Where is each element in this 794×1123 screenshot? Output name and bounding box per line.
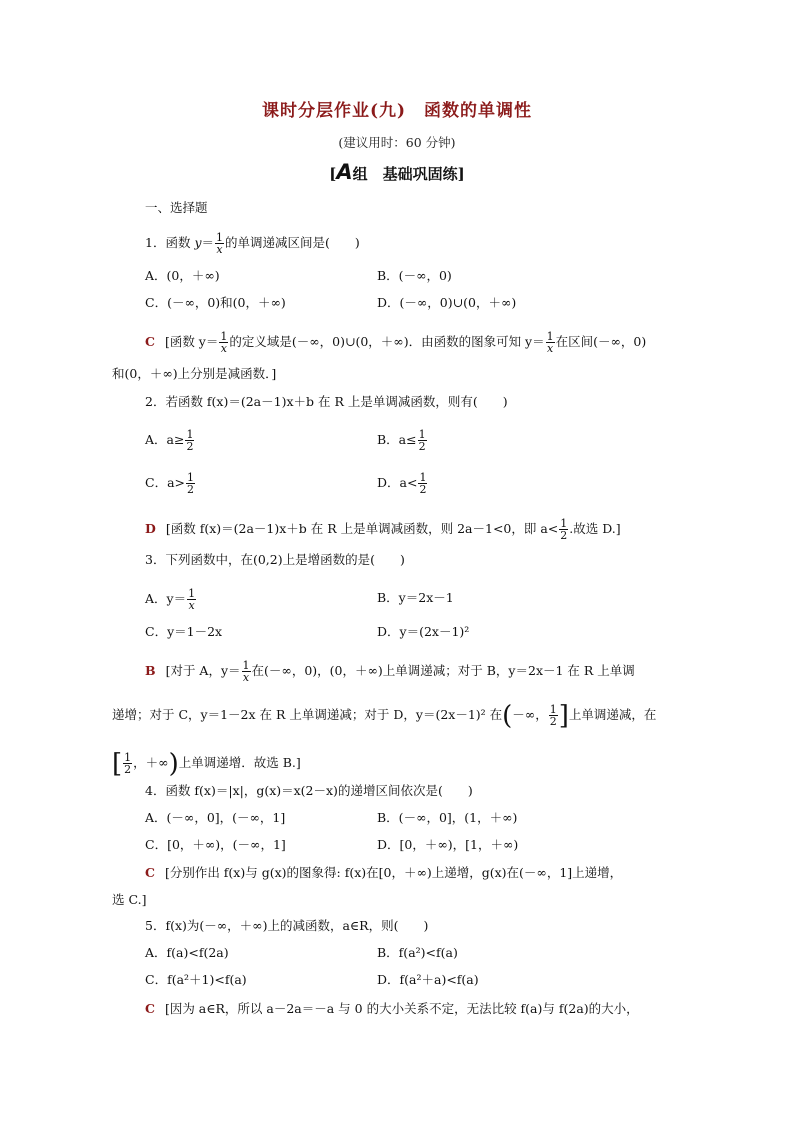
q4-answer: C <box>145 865 155 880</box>
q4-option-d: D．[0，＋∞)，[1，＋∞) <box>377 837 519 852</box>
q2-stem: 2．若函数 f(x)＝(2a－1)x＋b 在 R 上是单调减函数，则有( ) <box>145 394 508 409</box>
q5-option-c: C．f(a²＋1)<f(a) <box>145 972 247 987</box>
q3-option-c: C．y＝1－2x <box>145 624 223 639</box>
q2-answer: D <box>145 521 156 536</box>
q1-option-c: C．(－∞，0)和(0，＋∞) <box>145 295 286 310</box>
q1-option-a: A．(0，＋∞) <box>145 268 220 283</box>
q3-explanation-cont2: [ $\frac{1}{2}$ ，＋∞)上单调递增．故选 B.] <box>112 748 301 779</box>
group-heading <box>0 160 794 184</box>
group-label: 组 基础巩固练 <box>352 165 458 183</box>
q4-explanation: C [分别作出 f(x)与 g(x)的图象得: f(x)在[0，＋∞)上递增，g(x)在(－∞，1]上递增， <box>145 865 623 880</box>
q5-answer: C <box>145 1001 155 1016</box>
q3-answer: B <box>145 663 156 678</box>
q1-answer: C <box>145 334 155 349</box>
q2-option-a: A．a≥ $\frac{1}{2}$ <box>145 428 194 453</box>
page-title: 课时分层作业(九) 函数的单调性 <box>261 101 533 121</box>
q3-stem: 3．下列函数中，在(0,2)上是增函数的是( ) <box>145 552 405 567</box>
group-bracket-close: ] <box>457 165 465 183</box>
q5-explanation: C [因为 a∈R，所以 a－2a＝－a 与 0 的大小关系不定，无法比较 f(a)与 f(2a)的大小， <box>145 1001 639 1016</box>
suggested-time: (建议用时：60 分钟) <box>338 135 456 150</box>
q4-explanation-cont: 选 C.] <box>112 892 147 907</box>
q2-option-c: C．a> $\frac{1}{2}$ <box>145 471 194 496</box>
q5-option-a: A．f(a)<f(2a) <box>145 945 229 960</box>
q1-option-b: B．(－∞，0) <box>377 268 452 283</box>
fraction: $\frac{1}{x}$ <box>216 231 224 256</box>
q5-option-d: D．f(a²＋a)<f(a) <box>377 972 479 987</box>
q3-option-b: B．y＝2x－1 <box>377 590 454 605</box>
q4-option-a: A．(－∞，0]，(－∞，1] <box>145 810 286 825</box>
q1-option-d: D．(－∞，0)∪(0，＋∞) <box>377 295 517 310</box>
q1-explanation-cont: 和(0，＋∞)上分别是减函数．] <box>112 366 277 381</box>
q4-option-b: B．(－∞，0]，(1，＋∞) <box>377 810 518 825</box>
q2-explanation: D [函数 f(x)＝(2a－1)x＋b 在 R 上是单调减函数，则 2a－1<0，即 a< $\frac{1}{2}$ .故选 D.] <box>145 517 621 542</box>
group-bracket-open: [ <box>329 165 337 183</box>
q5-stem: 5．f(x)为(－∞，＋∞)上的减函数，a∈R，则( ) <box>145 918 429 933</box>
q5-option-b: B．f(a²)<f(a) <box>377 945 458 960</box>
q4-option-c: C．[0，＋∞)，(－∞，1] <box>145 837 286 852</box>
q1-stem: 1．函数 y＝ $\frac{1}{x}$ 的单调递减区间是( ) <box>145 231 360 256</box>
q3-explanation-cont: 递增；对于 C，y＝1－2x 在 R 上单调递减；对于 D，y＝(2x－1)² 在(－∞， $\frac{1}{2}$ ]上单调递减，在 <box>112 700 657 731</box>
q2-option-d: D．a< $\frac{1}{2}$ <box>377 471 427 496</box>
q3-explanation: B [对于 A，y＝ $\frac{1}{x}$ 在(－∞，0)，(0，＋∞)上单调递减；对于 B，y＝2x－1 在 R 上单调 <box>145 659 635 684</box>
q3-option-d: D．y＝(2x－1)² <box>377 624 470 639</box>
q3-option-a: A．y＝ $\frac{1}{x}$ <box>145 587 196 612</box>
q4-stem: 4．函数 f(x)＝|x|，g(x)＝x(2－x)的递增区间依次是( ) <box>145 783 473 798</box>
q1-explanation: C [函数 y＝ $\frac{1}{x}$ 的定义域是(－∞，0)∪(0，＋∞)．由函数的图象可知 y＝ $\frac{1}{x}$ 在区间(－∞，0) <box>145 330 647 355</box>
group-letter: A <box>336 160 353 184</box>
q2-option-b: B．a≤ $\frac{1}{2}$ <box>377 428 426 453</box>
section-heading: 一、选择题 <box>145 200 208 215</box>
